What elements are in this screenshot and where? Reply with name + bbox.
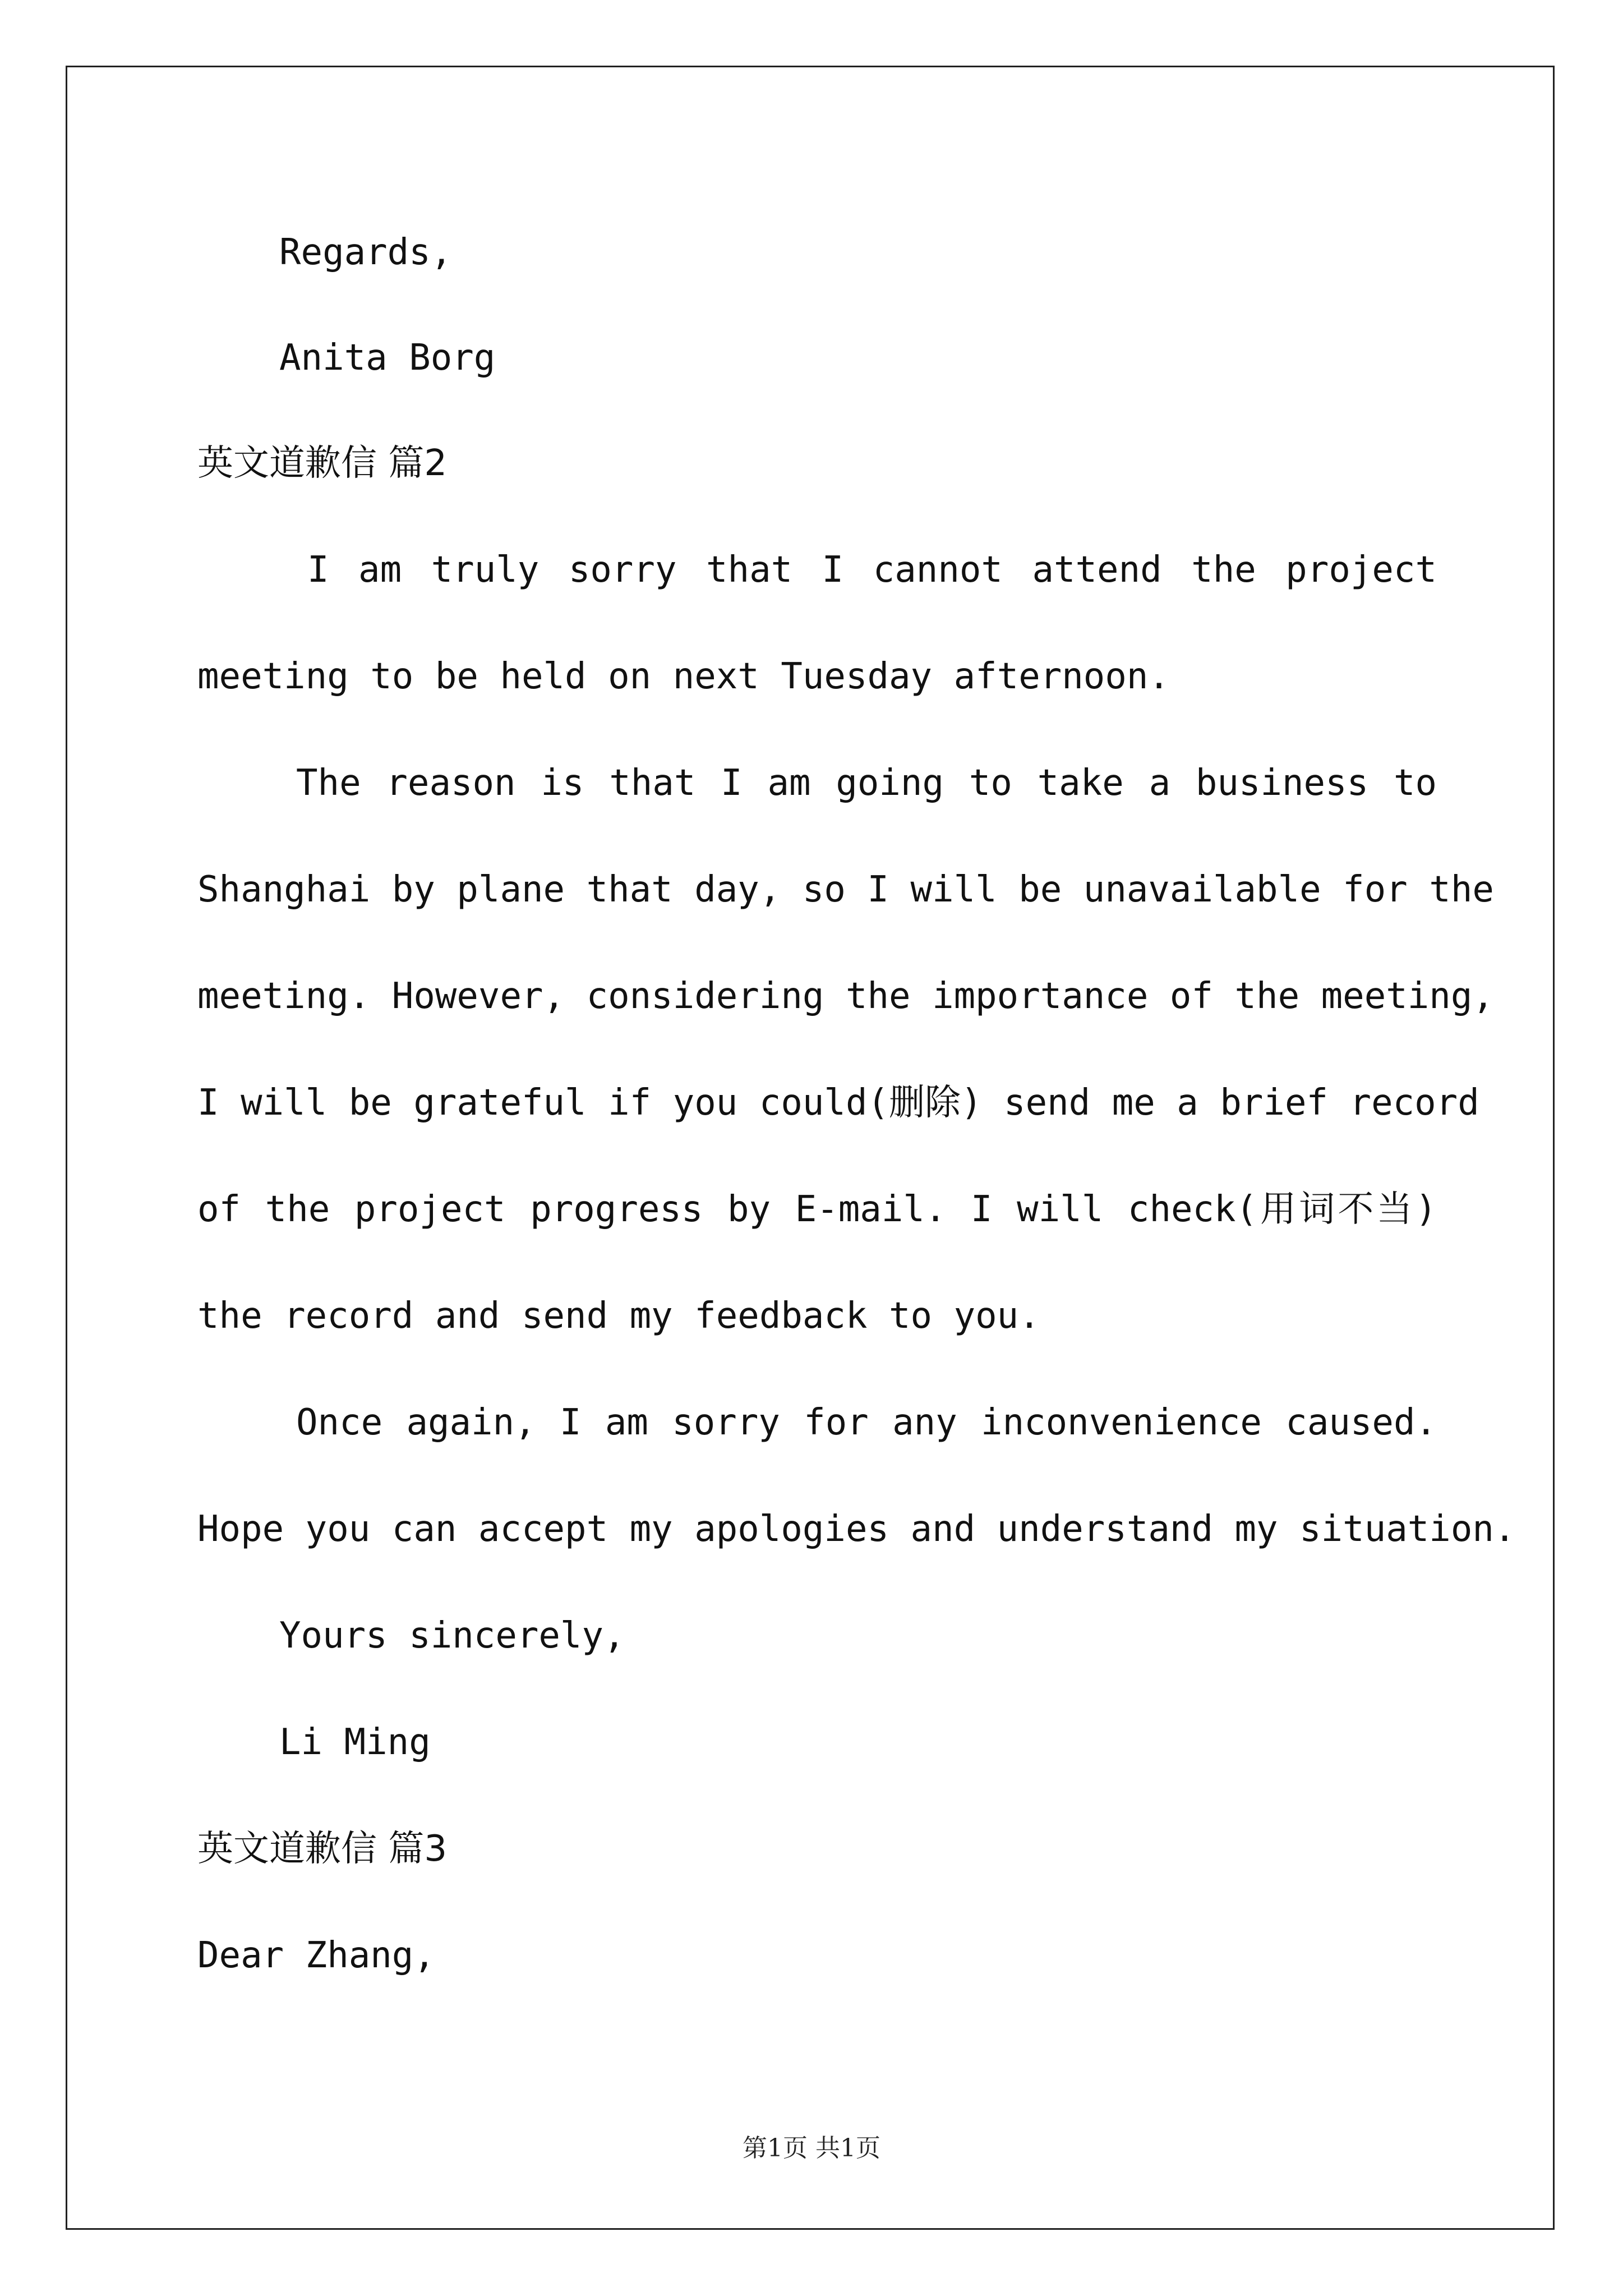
letter2-paragraph2-line6: the record and send my feedback to you. — [197, 1295, 1040, 1337]
page-border — [66, 66, 1555, 2230]
letter2-signature: Li Ming — [279, 1722, 431, 1763]
letter3-salutation: Dear Zhang, — [197, 1935, 435, 1976]
page-footer: 第1页 共1页 — [743, 2134, 880, 2162]
letter2-paragraph2-line5: of the project progress by E-mail. I will check(用词不当) — [197, 1189, 1437, 1230]
section-heading-3: 英文道歉信 篇3 — [197, 1828, 448, 1870]
letter2-paragraph3-line2: Hope you can accept my apologies and understand my situation. — [197, 1508, 1516, 1550]
letter2-paragraph2-line2: Shanghai by plane that day, so I will be unavailable for the — [197, 869, 1494, 910]
letter2-paragraph2-line1: The reason is that I am going to take a business to — [296, 762, 1437, 804]
section-heading-2: 英文道歉信 篇2 — [197, 443, 448, 484]
signature-anita-borg: Anita Borg — [279, 337, 496, 379]
letter2-paragraph3-line1: Once again, I am sorry for any inconvenience caused. — [296, 1402, 1437, 1443]
letter2-closing: Yours sincerely, — [279, 1615, 625, 1657]
letter2-paragraph1-line2: meeting to be held on next Tuesday afternoon. — [197, 656, 1170, 697]
letter2-paragraph1-line1: I am truly sorry that I cannot attend the project — [307, 549, 1437, 591]
closing-regards: Regards, — [279, 232, 453, 273]
letter2-paragraph2-line4: I will be grateful if you could(删除) send me a brief record — [197, 1082, 1479, 1124]
letter2-paragraph2-line3: meeting. However, considering the importance of the meeting, — [197, 976, 1494, 1017]
